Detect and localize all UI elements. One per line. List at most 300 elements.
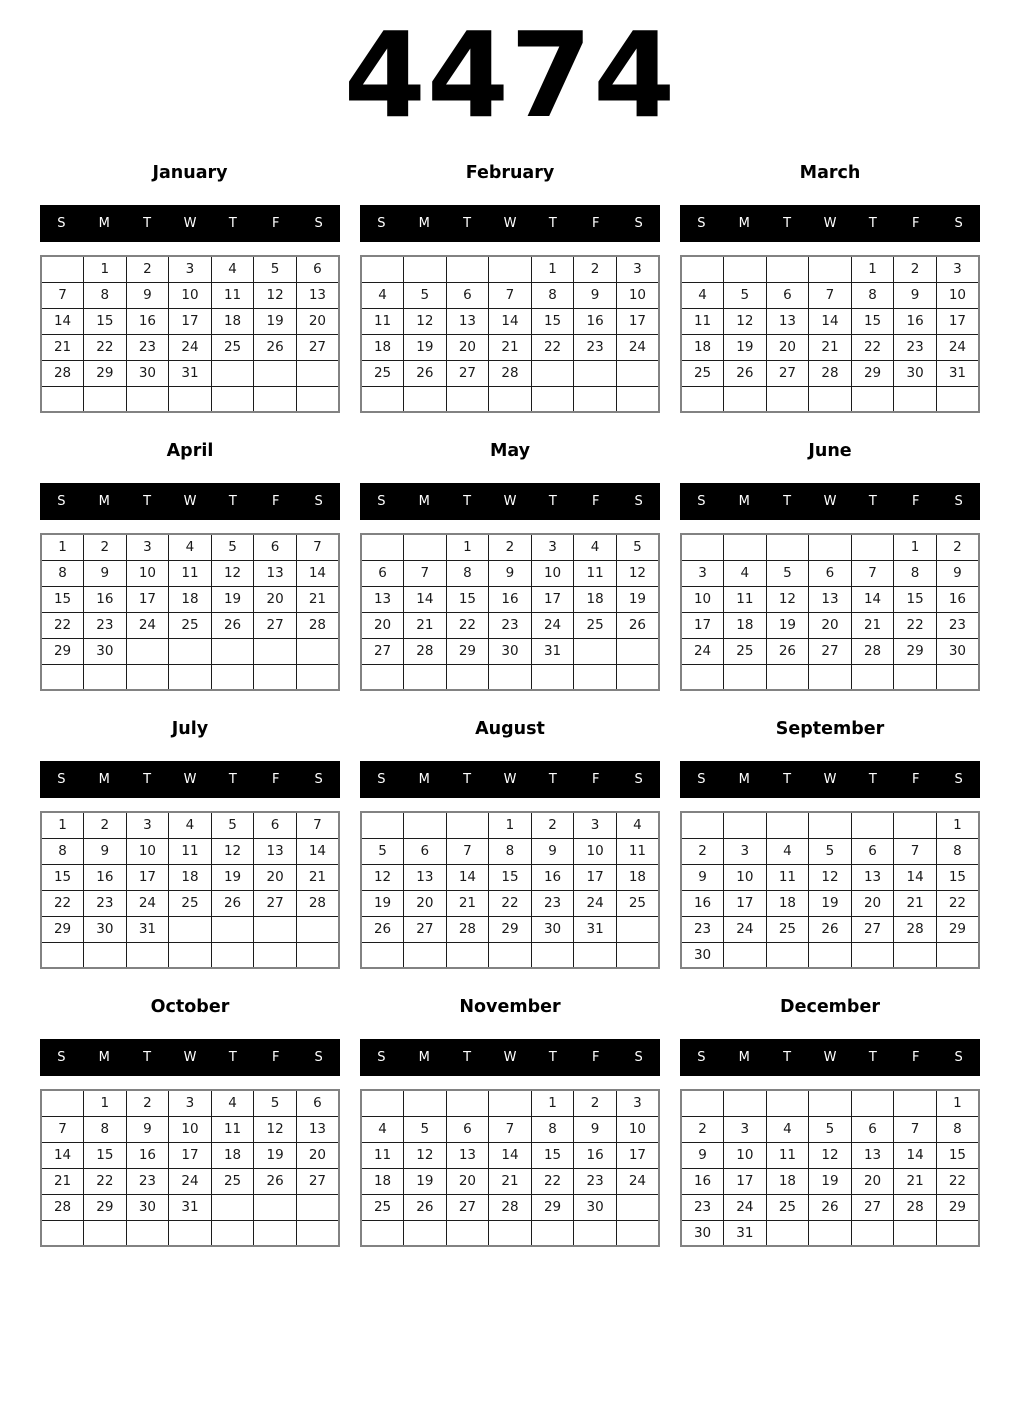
day-cell: 3 [724, 838, 767, 864]
empty-cell [766, 1220, 809, 1246]
week-row [361, 586, 659, 612]
month-grid [40, 533, 340, 691]
day-cell: 13 [766, 308, 809, 334]
day-cell: 18 [169, 586, 212, 612]
day-cell: 18 [766, 1168, 809, 1194]
day-cell: 13 [851, 1142, 894, 1168]
empty-cell [41, 1090, 84, 1116]
day-cell: 20 [851, 890, 894, 916]
day-cell: 31 [724, 1220, 767, 1246]
week-row [41, 838, 339, 864]
week-row [681, 838, 979, 864]
weekday-label: F [271, 772, 280, 787]
weekday-label: T [868, 216, 877, 231]
empty-cell [809, 386, 852, 412]
weekday-label: T [783, 494, 792, 509]
day-cell: 15 [936, 864, 979, 890]
day-cell: 26 [616, 612, 659, 638]
day-cell: 5 [404, 282, 447, 308]
day-cell: 17 [724, 1168, 767, 1194]
empty-cell [616, 1220, 659, 1246]
day-cell: 21 [404, 612, 447, 638]
day-cell: 7 [296, 534, 339, 560]
day-cell: 7 [489, 1116, 532, 1142]
month-grid [360, 255, 660, 413]
day-cell: 28 [851, 638, 894, 664]
day-cell: 14 [41, 308, 84, 334]
empty-cell [404, 1220, 447, 1246]
day-cell: 4 [681, 282, 724, 308]
day-cell: 22 [84, 334, 127, 360]
empty-cell [254, 638, 297, 664]
day-cell: 14 [489, 1142, 532, 1168]
day-cell: 13 [296, 1116, 339, 1142]
weekday-label: S [697, 216, 706, 231]
day-cell: 9 [84, 560, 127, 586]
empty-cell [211, 360, 254, 386]
day-cell: 30 [574, 1194, 617, 1220]
empty-cell [724, 534, 767, 560]
day-cell: 28 [489, 360, 532, 386]
day-cell: 28 [296, 612, 339, 638]
month-grid [680, 255, 980, 413]
weekday-label: T [783, 1050, 792, 1065]
day-cell: 20 [766, 334, 809, 360]
day-cell: 6 [254, 534, 297, 560]
day-cell: 29 [936, 1194, 979, 1220]
empty-cell [531, 386, 574, 412]
empty-cell [361, 812, 404, 838]
empty-cell [446, 1090, 489, 1116]
day-cell: 5 [361, 838, 404, 864]
month-grid [680, 811, 980, 969]
day-cell: 21 [809, 334, 852, 360]
day-cell: 13 [296, 282, 339, 308]
weekday-label: W [503, 772, 517, 787]
empty-cell [446, 1220, 489, 1246]
day-cell: 17 [126, 586, 169, 612]
day-cell: 25 [211, 1168, 254, 1194]
empty-cell [681, 386, 724, 412]
day-cell: 2 [84, 534, 127, 560]
day-cell: 1 [489, 812, 532, 838]
weekday-label: S [57, 1050, 66, 1065]
day-cell: 1 [84, 1090, 127, 1116]
day-cell: 18 [574, 586, 617, 612]
weekday-label: S [697, 1050, 706, 1065]
weekday-label: S [57, 216, 66, 231]
day-cell: 30 [84, 638, 127, 664]
empty-cell [361, 1220, 404, 1246]
day-cell: 7 [851, 560, 894, 586]
empty-cell [446, 812, 489, 838]
empty-cell [84, 664, 127, 690]
day-cell: 15 [489, 864, 532, 890]
day-cell: 7 [404, 560, 447, 586]
day-cell: 24 [126, 890, 169, 916]
day-cell: 10 [616, 282, 659, 308]
empty-cell [616, 386, 659, 412]
weekday-header [360, 483, 660, 520]
weekday-label: W [183, 494, 197, 509]
empty-cell [84, 386, 127, 412]
day-cell: 23 [936, 612, 979, 638]
week-row [361, 282, 659, 308]
day-cell: 4 [361, 282, 404, 308]
day-cell: 16 [894, 308, 937, 334]
day-cell: 19 [404, 334, 447, 360]
day-cell: 19 [724, 334, 767, 360]
day-cell: 15 [531, 1142, 574, 1168]
day-cell: 22 [531, 1168, 574, 1194]
week-row [361, 1220, 659, 1246]
day-cell: 18 [681, 334, 724, 360]
empty-cell [681, 534, 724, 560]
day-cell: 16 [574, 308, 617, 334]
day-cell: 7 [446, 838, 489, 864]
day-cell: 31 [936, 360, 979, 386]
month-august [360, 706, 660, 984]
day-cell: 5 [809, 838, 852, 864]
empty-cell [361, 256, 404, 282]
day-cell: 14 [489, 308, 532, 334]
day-cell: 25 [169, 890, 212, 916]
week-row [681, 916, 979, 942]
day-cell: 27 [809, 638, 852, 664]
empty-cell [446, 664, 489, 690]
weekday-label: S [954, 772, 963, 787]
day-cell: 15 [894, 586, 937, 612]
day-cell: 21 [894, 1168, 937, 1194]
empty-cell [126, 638, 169, 664]
empty-cell [254, 1220, 297, 1246]
empty-cell [296, 942, 339, 968]
empty-cell [574, 638, 617, 664]
day-cell: 8 [851, 282, 894, 308]
empty-cell [724, 664, 767, 690]
day-cell: 13 [254, 838, 297, 864]
empty-cell [254, 360, 297, 386]
month-grid [40, 811, 340, 969]
day-cell: 24 [936, 334, 979, 360]
day-cell: 3 [936, 256, 979, 282]
week-row [41, 586, 339, 612]
day-cell: 6 [446, 282, 489, 308]
empty-cell [766, 256, 809, 282]
day-cell: 19 [809, 1168, 852, 1194]
week-row [361, 812, 659, 838]
week-row [361, 560, 659, 586]
empty-cell [84, 1220, 127, 1246]
day-cell: 23 [681, 916, 724, 942]
weekday-label: S [634, 216, 643, 231]
week-row [361, 864, 659, 890]
day-cell: 29 [851, 360, 894, 386]
day-cell: 12 [254, 282, 297, 308]
empty-cell [489, 386, 532, 412]
day-cell: 8 [84, 282, 127, 308]
day-cell: 19 [616, 586, 659, 612]
day-cell: 2 [894, 256, 937, 282]
empty-cell [361, 534, 404, 560]
empty-cell [574, 942, 617, 968]
day-cell: 31 [169, 360, 212, 386]
empty-cell [211, 386, 254, 412]
day-cell: 12 [211, 560, 254, 586]
day-cell: 17 [574, 864, 617, 890]
day-cell: 10 [169, 1116, 212, 1142]
day-cell: 20 [254, 586, 297, 612]
day-cell: 26 [211, 890, 254, 916]
weekday-header [40, 205, 340, 242]
day-cell: 21 [851, 612, 894, 638]
week-row [361, 1116, 659, 1142]
week-row [681, 560, 979, 586]
week-row [41, 560, 339, 586]
weekday-label: T [868, 1050, 877, 1065]
week-row [41, 360, 339, 386]
day-cell: 20 [851, 1168, 894, 1194]
day-cell: 10 [681, 586, 724, 612]
weekday-label: W [183, 1050, 197, 1065]
week-row [41, 282, 339, 308]
day-cell: 28 [894, 916, 937, 942]
weekday-label: F [911, 772, 920, 787]
week-row [41, 1142, 339, 1168]
week-row [681, 1168, 979, 1194]
day-cell: 29 [489, 916, 532, 942]
day-cell: 24 [681, 638, 724, 664]
weekday-header [360, 205, 660, 242]
day-cell: 16 [84, 586, 127, 612]
day-cell: 27 [446, 360, 489, 386]
day-cell: 21 [296, 864, 339, 890]
week-row [41, 812, 339, 838]
day-cell: 25 [361, 1194, 404, 1220]
empty-cell [809, 942, 852, 968]
day-cell: 8 [936, 838, 979, 864]
empty-cell [616, 942, 659, 968]
weekday-label: T [143, 494, 152, 509]
week-row [681, 812, 979, 838]
weekday-label: W [503, 494, 517, 509]
month-february [360, 150, 660, 428]
day-cell: 24 [169, 334, 212, 360]
empty-cell [169, 386, 212, 412]
day-cell: 12 [809, 1142, 852, 1168]
day-cell: 5 [254, 256, 297, 282]
month-grid [680, 1089, 980, 1247]
empty-cell [809, 812, 852, 838]
day-cell: 8 [894, 560, 937, 586]
day-cell: 1 [41, 812, 84, 838]
day-cell: 15 [84, 1142, 127, 1168]
day-cell: 22 [936, 890, 979, 916]
empty-cell [41, 256, 84, 282]
weekday-label: F [591, 1050, 600, 1065]
week-row [41, 638, 339, 664]
empty-cell [574, 664, 617, 690]
day-cell: 18 [211, 308, 254, 334]
month-title: July [171, 719, 209, 739]
empty-cell [766, 664, 809, 690]
day-cell: 30 [126, 360, 169, 386]
weekday-header [40, 1039, 340, 1076]
empty-cell [404, 256, 447, 282]
empty-cell [574, 386, 617, 412]
day-cell: 28 [809, 360, 852, 386]
day-cell: 8 [41, 560, 84, 586]
week-row [41, 916, 339, 942]
day-cell: 9 [126, 282, 169, 308]
month-title: February [465, 163, 555, 183]
day-cell: 12 [809, 864, 852, 890]
day-cell: 12 [361, 864, 404, 890]
day-cell: 31 [531, 638, 574, 664]
day-cell: 12 [211, 838, 254, 864]
empty-cell [296, 638, 339, 664]
day-cell: 12 [404, 308, 447, 334]
weekday-label: S [954, 1050, 963, 1065]
day-cell: 3 [531, 534, 574, 560]
day-cell: 10 [724, 864, 767, 890]
weekday-label: M [418, 772, 430, 787]
day-cell: 26 [809, 1194, 852, 1220]
day-cell: 1 [531, 256, 574, 282]
empty-cell [531, 664, 574, 690]
day-cell: 11 [574, 560, 617, 586]
day-cell: 1 [84, 256, 127, 282]
day-cell: 4 [724, 560, 767, 586]
weekday-label: T [548, 1050, 557, 1065]
month-may [360, 428, 660, 706]
empty-cell [531, 360, 574, 386]
empty-cell [41, 386, 84, 412]
weekday-label: S [634, 772, 643, 787]
day-cell: 20 [296, 308, 339, 334]
weekday-header [680, 1039, 980, 1076]
weekday-label: F [911, 494, 920, 509]
month-title: June [808, 441, 852, 461]
weekday-label: M [418, 216, 430, 231]
empty-cell [489, 256, 532, 282]
weekday-label: F [271, 1050, 280, 1065]
day-cell: 6 [296, 1090, 339, 1116]
day-cell: 13 [404, 864, 447, 890]
empty-cell [809, 1220, 852, 1246]
day-cell: 7 [809, 282, 852, 308]
day-cell: 21 [489, 334, 532, 360]
day-cell: 2 [489, 534, 532, 560]
day-cell: 26 [361, 916, 404, 942]
week-row [361, 534, 659, 560]
day-cell: 6 [254, 812, 297, 838]
day-cell: 22 [41, 612, 84, 638]
empty-cell [361, 942, 404, 968]
day-cell: 14 [296, 560, 339, 586]
week-row [361, 1168, 659, 1194]
week-row [681, 1220, 979, 1246]
weekday-label: M [738, 494, 750, 509]
empty-cell [616, 360, 659, 386]
day-cell: 9 [681, 1142, 724, 1168]
week-row [41, 864, 339, 890]
week-row [41, 1116, 339, 1142]
weekday-label: W [183, 772, 197, 787]
empty-cell [766, 812, 809, 838]
day-cell: 27 [446, 1194, 489, 1220]
day-cell: 10 [531, 560, 574, 586]
week-row [41, 534, 339, 560]
day-cell: 23 [126, 334, 169, 360]
day-cell: 25 [574, 612, 617, 638]
empty-cell [169, 638, 212, 664]
day-cell: 28 [41, 1194, 84, 1220]
day-cell: 2 [681, 1116, 724, 1142]
day-cell: 13 [851, 864, 894, 890]
empty-cell [361, 664, 404, 690]
week-row [681, 586, 979, 612]
day-cell: 6 [809, 560, 852, 586]
day-cell: 16 [126, 1142, 169, 1168]
weekday-label: T [783, 216, 792, 231]
day-cell: 1 [851, 256, 894, 282]
day-cell: 25 [169, 612, 212, 638]
weekday-label: T [463, 494, 472, 509]
empty-cell [894, 1090, 937, 1116]
empty-cell [851, 942, 894, 968]
day-cell: 9 [681, 864, 724, 890]
day-cell: 21 [894, 890, 937, 916]
empty-cell [489, 1220, 532, 1246]
day-cell: 14 [851, 586, 894, 612]
day-cell: 7 [296, 812, 339, 838]
empty-cell [809, 534, 852, 560]
empty-cell [41, 1220, 84, 1246]
day-cell: 2 [126, 1090, 169, 1116]
week-row [361, 256, 659, 282]
weekday-label: T [868, 772, 877, 787]
day-cell: 28 [489, 1194, 532, 1220]
month-march [680, 150, 980, 428]
month-grid [680, 533, 980, 691]
empty-cell [851, 1090, 894, 1116]
month-title: November [459, 997, 561, 1017]
week-row [361, 638, 659, 664]
empty-cell [894, 942, 937, 968]
week-row [361, 942, 659, 968]
week-row [681, 308, 979, 334]
empty-cell [894, 386, 937, 412]
month-title: April [166, 441, 214, 461]
empty-cell [894, 812, 937, 838]
weekday-label: S [954, 216, 963, 231]
day-cell: 9 [126, 1116, 169, 1142]
day-cell: 30 [489, 638, 532, 664]
month-july [40, 706, 340, 984]
empty-cell [681, 1090, 724, 1116]
month-title: October [150, 997, 230, 1017]
empty-cell [254, 386, 297, 412]
day-cell: 7 [894, 1116, 937, 1142]
weekday-label: S [57, 772, 66, 787]
day-cell: 8 [531, 282, 574, 308]
day-cell: 11 [616, 838, 659, 864]
weekday-label: T [143, 772, 152, 787]
day-cell: 11 [169, 560, 212, 586]
day-cell: 28 [296, 890, 339, 916]
day-cell: 21 [446, 890, 489, 916]
